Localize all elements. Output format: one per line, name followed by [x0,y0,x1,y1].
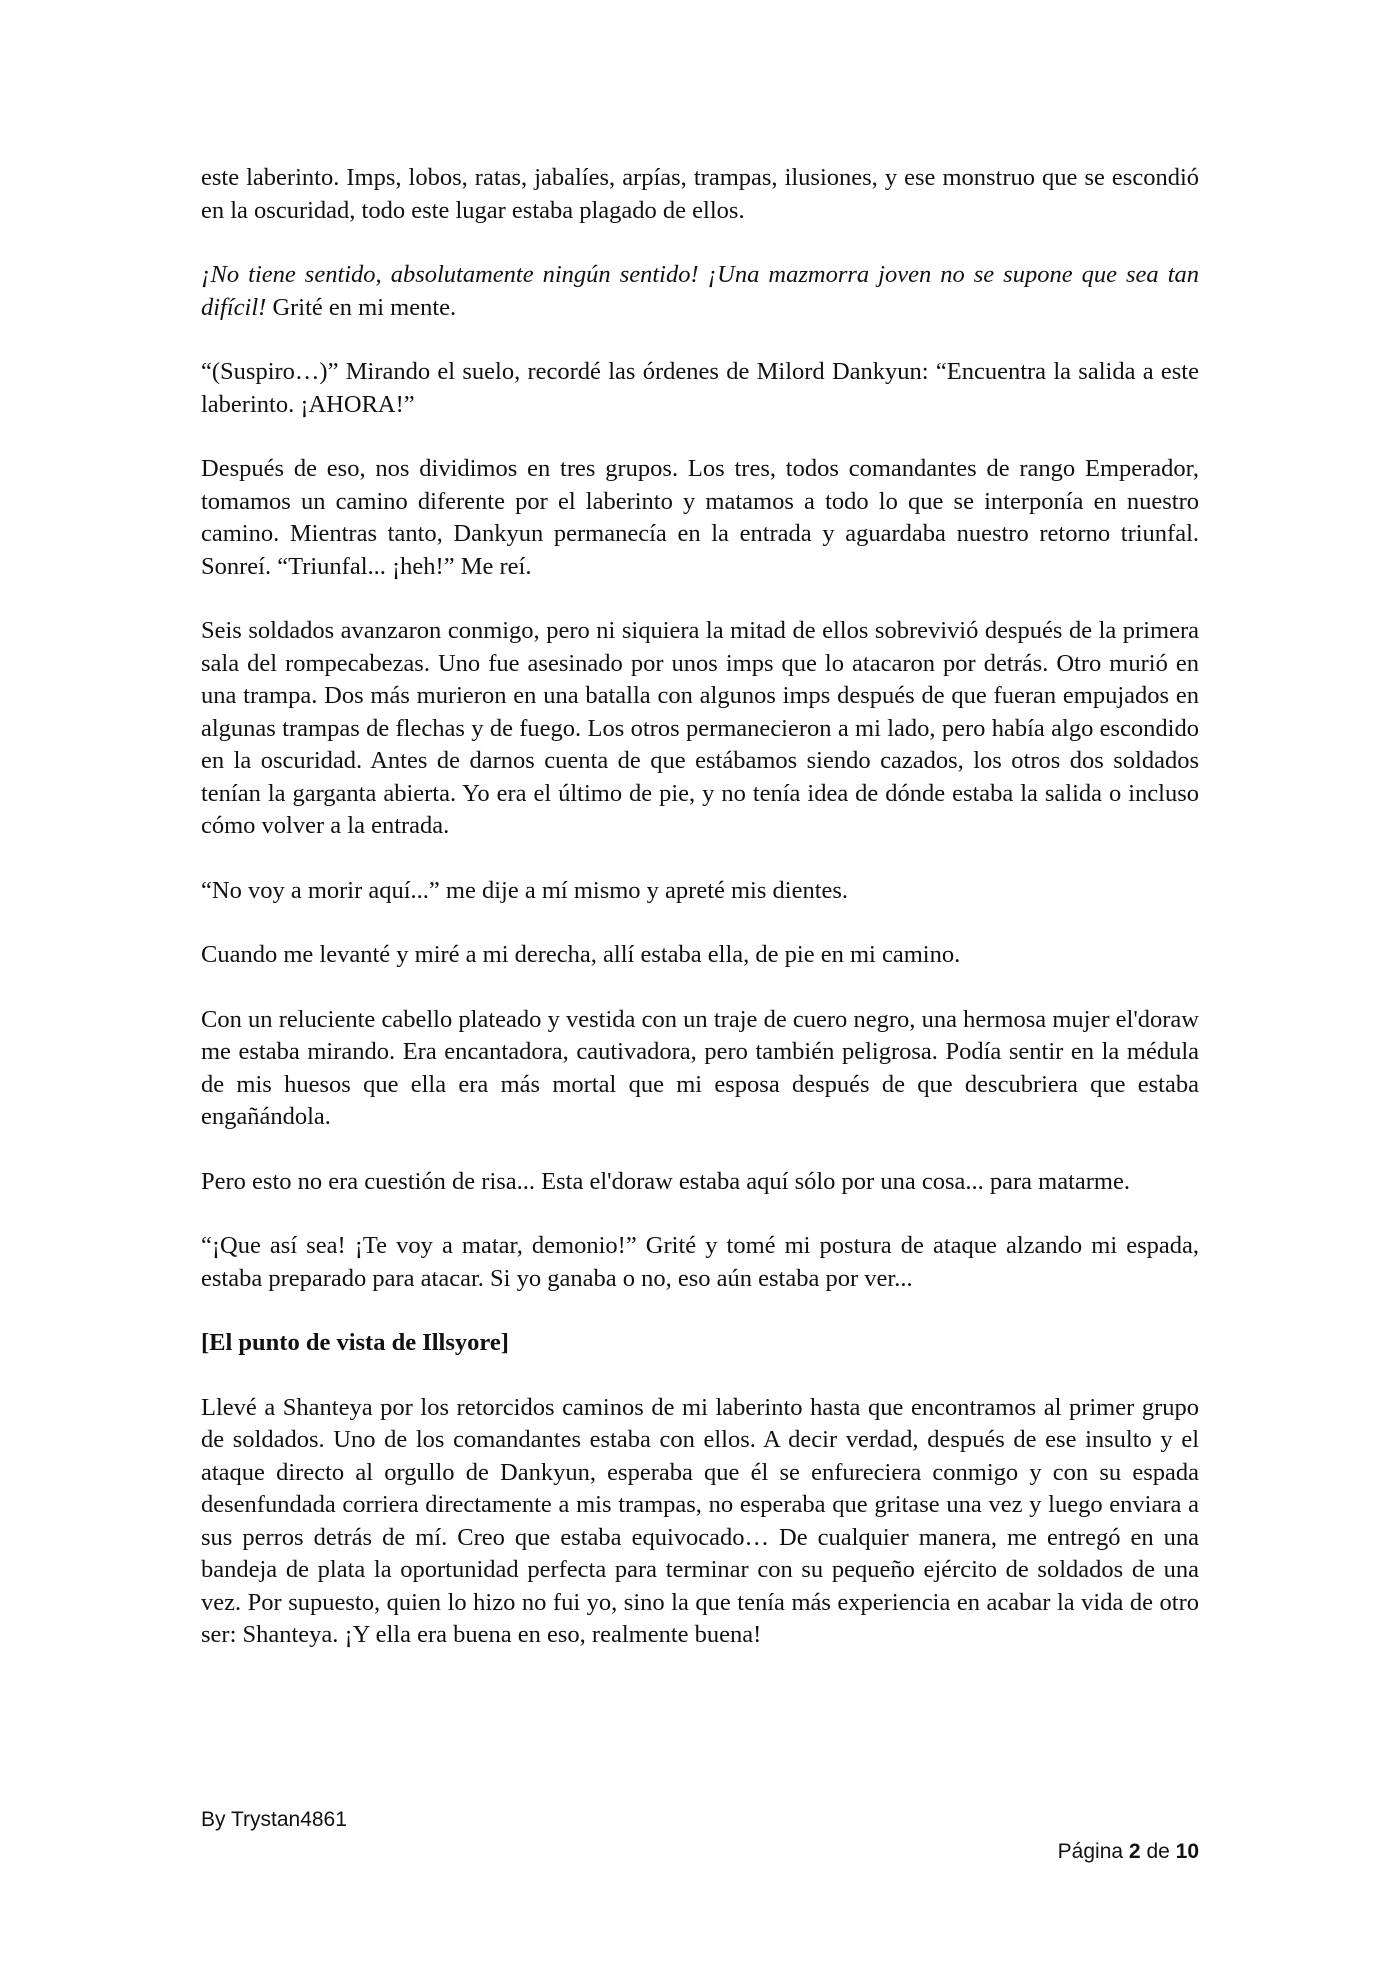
paragraph: “No voy a morir aquí...” me dije a mí mismo y apreté mis dientes. [201,876,849,904]
page-label: Página [1057,1840,1124,1863]
paragraph: Cuando me levanté y miré a mi derecha, allí estaba ella, de pie en mi camino. [201,941,961,968]
page-total: 10 [1175,1840,1199,1863]
paragraph: Después de eso, nos dividimos en tres grupos. Los tres, todos comandantes de rango Emperador, tomamos un camino diferente por el laberinto y matamos a todo lo que se interponía en nuestro camino. Mientras tanto, Dankyun permanecía en la entrada y aguardaba nuestro retorno triunfal. Sonreí. “Triunfal... ¡heh!” Me reí. [201,455,1199,580]
paragraph-italic-thought [201,259,1199,324]
paragraph: Llevé a Shanteya por los retorcidos caminos de mi laberinto hasta que encontramos al primer grupo de soldados. Uno de los comandantes estaba con ellos. A decir verdad, después de ese insulto y el ataque directo al orgullo de Dankyun, esperaba que él se enfureciera conmigo y con su espada desenfundada corriera directamente a mis trampas, no esperaba que gritase una vez y luego enviara a sus perros detrás de mí. Creo que estaba equivocado… De cualquier manera, me entregó en una bandeja de plata la oportunidad perfecta para terminar con su pequeño ejército de soldados de una vez. Por supuesto, quien lo hizo no fui yo, sino la que tenía más experiencia en acabar la vida de otro ser: Shanteya. ¡Y ella era buena en eso, realmente buena! [201,1393,1199,1648]
paragraph: “(Suspiro…)” Mirando el suelo, recordé las órdenes de Milord Dankyun: “Encuentra la salida a este laberinto. ¡AHORA!” [201,358,1199,418]
paragraph: Con un reluciente cabello plateado y vestida con un traje de cuero negro, una hermosa mujer el'doraw me estaba mirando. Era encantadora, cautivadora, pero también peligrosa. Podía sentir en la médula de mis huesos que ella era más mortal que mi esposa después de que descubriera que estaba engañándola. [201,1005,1199,1130]
paragraph: Seis soldados avanzaron conmigo, pero ni siquiera la mitad de ellos sobrevivió después de la primera sala del rompecabezas. Uno fue asesinado por unos imps que lo atacaron por detrás. Otro murió en una trampa. Dos más murieron en una batalla con algunos imps después de que fueran empujados en algunas trampas de flechas y de fuego. Los otros permanecieron a mi lado, pero había algo escondido en la oscuridad. Antes de darnos cuenta de que estábamos siendo cazados, los otros dos soldados tenían la garganta abierta. Yo era el último de pie, y no tenía idea de dónde estaba la salida o incluso cómo volver a la entrada. [201,617,1199,839]
paragraph: “¡Que así sea! ¡Te voy a matar, demonio!” Grité y tomé mi postura de ataque alzando mi espada, estaba preparado para atacar. Si yo ganaba o no, eso aún estaba por ver... [201,1232,1199,1292]
paragraph-tail: Grité en mi mente. [266,293,457,321]
page-current: 2 [1128,1840,1141,1863]
paragraph: este laberinto. Imps, lobos, ratas, jabalíes, arpías, trampas, ilusiones, y ese monstruo que se escondió en la oscuridad, todo este lugar estaba plagado de ellos. [201,164,1199,224]
page-body [201,162,1199,1684]
section-heading: [El punto de vista de Illsyore] [201,1329,509,1356]
italic-thought: ¡No tiene sentido, absolutamente ningún sentido! ¡Una mazmorra joven no se supone que sea tan difícil! [201,261,1199,321]
page-of: de [1146,1840,1170,1863]
page-number [1058,1840,1199,1864]
footer-author: By Trystan4861 [201,1808,347,1831]
paragraph: Pero esto no era cuestión de risa... Esta el'doraw estaba aquí sólo por una cosa... para matarme. [201,1167,1130,1195]
